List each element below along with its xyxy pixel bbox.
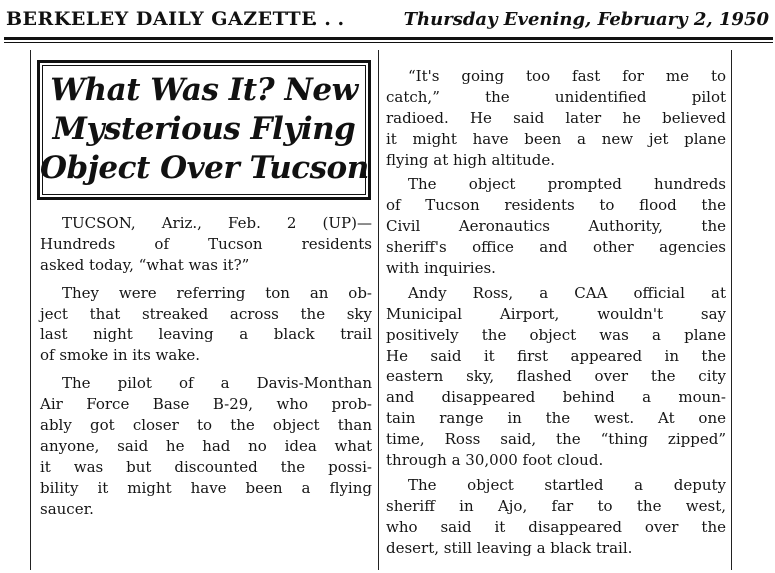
text-line: The pilot of a Davis-Monthan bbox=[62, 374, 372, 393]
text-line: of smoke in its wake. bbox=[40, 346, 201, 365]
text-line: desert, still leaving a black trail. bbox=[386, 538, 633, 557]
text-line: catch,” the unidentified pilot bbox=[386, 87, 726, 106]
text-line: Civil Aeronautics Authority, the bbox=[386, 217, 726, 236]
column-rule-middle bbox=[378, 50, 379, 570]
text-line: who said it disappeared over the bbox=[386, 517, 726, 536]
text-line: it was but discounted the possi- bbox=[40, 457, 372, 476]
headline bbox=[40, 71, 368, 188]
text-line: with inquiries. bbox=[386, 259, 496, 278]
text-line: eastern sky, flashed over the city bbox=[386, 367, 726, 386]
text-line: time, Ross said, the “thing zipped” bbox=[386, 430, 726, 449]
text-line: “It's going too fast for me to bbox=[408, 67, 726, 85]
text-line: Air Force Base B-29, who prob- bbox=[40, 395, 372, 414]
text-line: through a 30,000 foot cloud. bbox=[386, 451, 604, 470]
text-line: The object prompted hundreds bbox=[408, 175, 726, 194]
masthead bbox=[6, 8, 771, 34]
headline-box bbox=[37, 60, 371, 200]
text-line: ject that streaked across the sky bbox=[40, 304, 372, 323]
text-line: positively the object was a plane bbox=[386, 325, 726, 344]
text-line: Andy Ross, a CAA official at bbox=[408, 283, 726, 302]
newspaper-name: BERKELEY DAILY GAZETTE bbox=[6, 8, 317, 30]
masthead-rule-thin bbox=[4, 42, 773, 43]
masthead-ellipsis: . . . bbox=[311, 8, 345, 30]
text-line: saucer. bbox=[40, 499, 94, 518]
text-line: They were referring ton an ob- bbox=[62, 283, 372, 302]
text-line: radioed. He said later he believed bbox=[386, 108, 726, 127]
text-line: bility it might have been a flying bbox=[40, 478, 372, 497]
text-line: He said it first appeared in the bbox=[386, 346, 726, 365]
text-line: and disappeared behind a moun- bbox=[386, 388, 726, 407]
text-line: tain range in the west. At one bbox=[386, 409, 726, 428]
text-line: The object startled a deputy bbox=[408, 475, 726, 494]
article-column-2 bbox=[386, 66, 726, 558]
text-line: ably got closer to the object than bbox=[40, 416, 372, 435]
text-line: anyone, said he had no idea what bbox=[40, 436, 372, 455]
column-rule-right bbox=[731, 50, 732, 570]
text-line: it might have been a new jet plane bbox=[386, 129, 726, 148]
text-line: sheriff's office and other agencies bbox=[386, 238, 726, 257]
text-line: sheriff in Ajo, far to the west, bbox=[386, 496, 726, 515]
text-line: last night leaving a black trail bbox=[40, 325, 372, 344]
issue-date: Thursday Evening, February 2, 1950 bbox=[403, 9, 769, 30]
text-line: TUCSON, Ariz., Feb. 2 (UP)— bbox=[62, 214, 372, 232]
masthead-rule-thick bbox=[4, 37, 773, 40]
headline-line: What Was It? New bbox=[50, 72, 358, 108]
column-rule-left bbox=[30, 50, 31, 570]
headline-line: Mysterious Flying bbox=[52, 111, 356, 147]
text-line: Hundreds of Tucson residents bbox=[40, 234, 372, 253]
article-column-1 bbox=[40, 213, 372, 519]
text-line: Municipal Airport, wouldn't say bbox=[386, 304, 726, 323]
text-line: asked today, “what was it?” bbox=[40, 255, 250, 274]
text-line: flying at high altitude. bbox=[386, 150, 556, 169]
headline-line: Object Over Tucson bbox=[40, 150, 369, 186]
text-line: of Tucson residents to flood the bbox=[386, 196, 726, 215]
